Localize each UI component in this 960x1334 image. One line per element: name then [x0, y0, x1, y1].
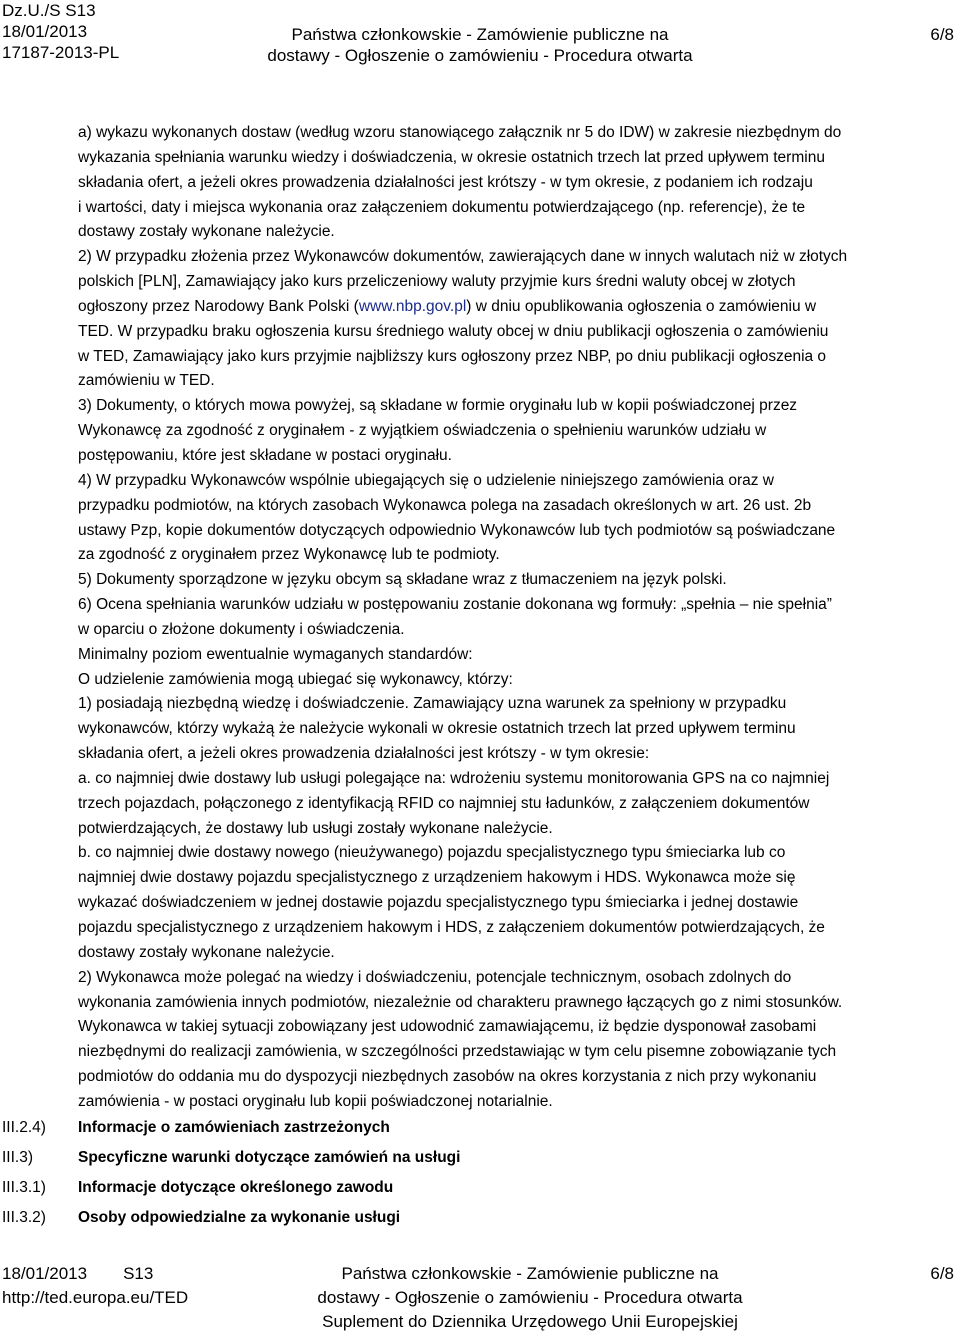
body-line: niezbędnymi do realizacji zamówienia, w szczególności przedstawiając w tym celu pisemne zobowiązanie tych	[78, 1043, 837, 1061]
footer-series: S13	[123, 1264, 154, 1283]
body-line: polskich [PLN], Zamawiający jako kurs przeliczeniowy waluty przyjmie kurs średni waluty obcej w złotych	[78, 273, 796, 291]
body-line: 1) posiadają niezbędną wiedzę i doświadczenie. Zamawiający uzna warunek za spełniony w przypadku	[78, 695, 787, 713]
body-line: O udzielenie zamówienia mogą ubiegać się wykonawcy, którzy:	[78, 670, 513, 688]
body-line: w TED, Zamawiający jako kurs przyjmie najbliższy kurs ogłoszony przez NBP, po dniu publikacji ogłoszenia o	[78, 347, 827, 365]
footer-url[interactable]: http://ted.europa.eu/TED	[2, 1288, 189, 1307]
footer-page-number: 6/8	[930, 1264, 954, 1283]
body-line: wykonawców, którzy wykażą że należycie wykonali w okresie ostatnich trzech lat przed upływem terminu	[78, 720, 796, 738]
header-date: 18/01/2013	[2, 22, 88, 41]
section-number: III.3.1)	[2, 1179, 46, 1196]
body-line: przypadku podmiotów, na których zasobach Wykonawca polega na zasadach określonych w art. 26 ust. 2b	[78, 496, 812, 514]
body-line: pojazdu specjalistycznego z urządzeniem hakowym i HDS, z załączeniem dokumentów potwierdzających, że	[78, 919, 825, 936]
section-iii-2-4	[0, 1119, 960, 1143]
body-paragraph-1	[78, 121, 958, 295]
body-line: Wykonawca w takiej sytuacji zobowiązany jest udowodnić zamawiającemu, iż będzie dysponował zasobami	[78, 1018, 817, 1036]
nbp-text-after: ) w dniu opublikowania ogłoszenia o zamówieniu w	[466, 297, 817, 315]
body-line: w oparciu o złożone dokumenty i oświadczenia.	[78, 620, 405, 638]
header-page-number: 6/8	[930, 25, 954, 44]
page-header	[0, 0, 960, 68]
footer-title-line-2: dostawy - Ogłoszenie o zamówieniu - Procedura otwarta	[317, 1288, 743, 1307]
section-title: Specyficzne warunki dotyczące zamówień na usługi	[78, 1149, 461, 1166]
footer-date: 18/01/2013	[2, 1264, 88, 1283]
page-footer	[0, 1262, 960, 1334]
section-title: Informacje dotyczące określonego zawodu	[78, 1179, 394, 1196]
body-line: TED. W przypadku braku ogłoszenia kursu średniego waluty obcej w dniu publikacji ogłoszenia o zamówieniu	[78, 322, 829, 340]
body-line: ustawy Pzp, kopie dokumentów dotyczących odpowiednio Wykonawców lub tych podmiotów są poświadczane	[78, 521, 836, 539]
header-title	[0, 24, 960, 66]
header-notice-id: 17187-2013-PL	[2, 43, 120, 62]
body-line: zamówienia - w postaci oryginału lub kopii poświadczonej notarialnie.	[78, 1092, 553, 1110]
nbp-link[interactable]: www.nbp.gov.pl	[358, 297, 467, 315]
body-line: trzech pojazdach, połączonego z identyfikacją RFID co najmniej stu ładunków, z załączeniem dokumentów	[78, 794, 810, 812]
body-line: składania ofert, a jeżeli okres prowadzenia działalności jest krótszy - w tym okresie:	[78, 745, 650, 763]
body-line: a) wykazu wykonanych dostaw (według wzoru stanowiącego załącznik nr 5 do IDW) w zakresie niezbędnym do	[78, 124, 842, 141]
header-title-line-2: dostawy - Ogłoszenie o zamówieniu - Procedura otwarta	[267, 46, 693, 65]
section-number: III.2.4)	[2, 1119, 46, 1136]
body-line: 2) Wykonawca może polegać na wiedzy i doświadczeniu, potencjale technicznym, osobach zdolnych do	[78, 968, 792, 986]
body-line: Minimalny poziom ewentualnie wymaganych standardów:	[78, 645, 473, 663]
body-line: Wykonawcę za zgodność z oryginałem - z wyjątkiem oświadczenia o spełnieniu warunków udziału w	[78, 422, 767, 440]
document-body	[78, 121, 958, 1115]
section-iii-3	[0, 1149, 960, 1173]
body-line: za zgodność z oryginałem przez Wykonawcę lub te podmioty.	[78, 546, 500, 564]
body-line: wykazania spełniania warunku wiedzy i doświadczenia, w okresie ostatnich trzech lat przed upływem terminu	[78, 148, 825, 166]
body-line: postępowaniu, które jest składane w postaci oryginału.	[78, 446, 452, 464]
body-line: 5) Dokumenty sporządzone w języku obcym są składane wraz z tłumaczeniem na język polski.	[78, 571, 727, 589]
footer-supplement: Suplement do Dziennika Urzędowego Unii Europejskiej	[322, 1312, 738, 1331]
section-iii-3-2	[0, 1209, 960, 1233]
body-line: b. co najmniej dwie dostawy nowego (nieużywanego) pojazdu specjalistycznego typu śmieciarka lub co	[78, 844, 786, 862]
header-title-line-1: Państwa członkowskie - Zamówienie publiczne na	[291, 25, 669, 44]
section-iii-3-1	[0, 1179, 960, 1203]
body-line: dostawy zostały wykonane należycie.	[78, 943, 335, 961]
body-line: 6) Ocena spełniania warunków udziału w postępowaniu zostanie dokonana wg formuły: „spełnia – nie spełnia”	[78, 596, 832, 614]
section-title: Informacje o zamówieniach zastrzeżonych	[78, 1119, 390, 1136]
footer-title-line-1: Państwa członkowskie - Zamówienie publiczne na	[341, 1264, 719, 1283]
body-paragraph-2	[78, 320, 958, 1115]
body-line: podmiotów do oddania mu do dyspozycji niezbędnych zasobów na okres korzystania z nich przy wykonaniu	[78, 1068, 817, 1086]
body-line: potwierdzających, że dostawy lub usługi zostały wykonane należycie.	[78, 819, 553, 837]
section-number: III.3.2)	[2, 1209, 46, 1226]
section-number: III.3)	[2, 1149, 34, 1166]
body-line: dostawy zostały wykonane należycie.	[78, 223, 335, 241]
section-title: Osoby odpowiedzialne za wykonanie usługi	[78, 1209, 401, 1226]
body-line: zamówieniu w TED.	[78, 372, 215, 390]
body-line: 2) W przypadku złożenia przez Wykonawców dokumentów, zawierających dane w innych walutach niż w złotych	[78, 248, 848, 266]
body-line: składania ofert, a jeżeli okres prowadzenia działalności jest krótszy - w tym okresie, z podaniem ich rodzaju	[78, 173, 813, 191]
header-journal: Dz.U./S S13	[2, 1, 96, 20]
body-line-nbp	[78, 295, 958, 320]
body-line: 4) W przypadku Wykonawców wspólnie ubiegających się o udzielenie niniejszego zamówienia oraz w	[78, 471, 774, 489]
body-line: 3) Dokumenty, o których mowa powyżej, są składane w formie oryginału lub w kopii poświadczonej przez	[78, 397, 798, 415]
body-line: a. co najmniej dwie dostawy lub usługi polegające na: wdrożeniu systemu monitorowania GPS na co najmniej	[78, 769, 830, 787]
body-line: najmniej dwie dostawy pojazdu specjalistycznego z urządzeniem hakowym i HDS. Wykonawca może się	[78, 869, 796, 887]
footer-title	[0, 1262, 960, 1334]
body-line: wykazać doświadczeniem w jednej dostawie pojazdu specjalistycznego typu śmieciarka i jednej dostawie	[78, 894, 799, 912]
nbp-text-before: ogłoszony przez Narodowy Bank Polski (	[78, 297, 359, 315]
body-line: wykonania zamówienia innych podmiotów, niezależnie od charakteru prawnego łączących go z nimi stosunków.	[78, 993, 843, 1011]
body-line: i wartości, daty i miejsca wykonania oraz załączeniem dokumentu potwierdzającego (np. referencje), że te	[78, 198, 806, 216]
